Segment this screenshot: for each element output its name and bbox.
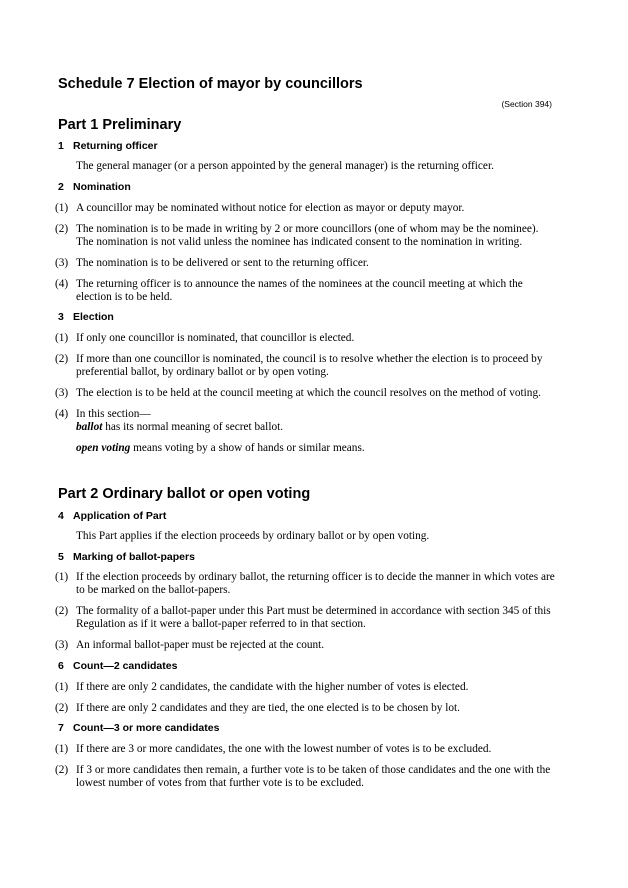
subsection-text: If there are only 2 candidates and they are tied, the one elected is to be chosen by lot. [76, 702, 460, 714]
section-1-text: The general manager (or a person appointed by the general manager) is the returning officer. [76, 160, 494, 172]
section-heading-text: Election [73, 311, 114, 323]
subsection-text: If there are only 2 candidates, the candidate with the higher number of votes is elected. [76, 681, 469, 693]
subsection-text: If the election proceeds by ordinary ballot, the returning officer is to decide the manner in which votes are to be marked on the ballot-papers. [76, 571, 555, 596]
subsection-number: (1) [55, 681, 69, 693]
part-2-title: Part 2 Ordinary ballot or open voting [58, 486, 311, 502]
section-number: 1 [58, 140, 64, 152]
subsection-text: The election is to be held at the council meeting at which the council resolves on the method of voting. [76, 387, 541, 399]
section-heading-text: Marking of ballot-papers [73, 551, 195, 563]
section-4-text: This Part applies if the election proceeds by ordinary ballot or by open voting. [76, 530, 430, 542]
section-heading-text: Application of Part [73, 510, 167, 522]
section-reference: (Section 394) [501, 99, 552, 109]
subsection [55, 332, 557, 345]
subsection [55, 387, 557, 400]
subsection-number: (2) [55, 223, 69, 235]
subsection [55, 353, 557, 379]
subsection-number: (1) [55, 202, 69, 214]
defined-term: ballot [76, 421, 103, 433]
subsection [55, 639, 557, 652]
section-number: 4 [58, 510, 64, 522]
subsection-text: The nomination is to be delivered or sent to the returning officer. [76, 257, 369, 269]
subsection-text: The returning officer is to announce the names of the nominees at the council meeting at which the election is to be held. [76, 278, 523, 303]
section-7-heading [58, 722, 219, 734]
subsection-number: (1) [55, 743, 69, 755]
subsection-text: The nomination is to be made in writing by 2 or more councillors (one of whom may be the nominee). The nomination is not valid unless the nominee has indicated consent to the nomination in writing. [76, 223, 539, 248]
subsection-text: If more than one councillor is nominated, the council is to resolve whether the election is to proceed by preferential ballot, by ordinary ballot or by open voting. [76, 353, 543, 378]
subsection-number: (4) [55, 408, 69, 420]
subsection-number: (1) [55, 571, 69, 583]
subsection-number: (4) [55, 278, 69, 290]
definition-text: means voting by a show of hands or similar means. [130, 442, 365, 454]
subsection [55, 605, 557, 631]
section-heading-text: Count—3 or more candidates [73, 722, 220, 734]
subsection-number: (3) [55, 387, 69, 399]
subsection-number: (2) [55, 353, 69, 365]
section-6-heading [58, 660, 177, 672]
subsection-text: In this section— [76, 408, 151, 420]
definition-open-voting [76, 442, 556, 455]
subsection-text: A councillor may be nominated without notice for election as mayor or deputy mayor. [76, 202, 465, 214]
section-heading-text: Returning officer [73, 140, 158, 152]
section-5-heading [58, 551, 195, 563]
subsection-text: If 3 or more candidates then remain, a further vote is to be taken of those candidates and the one with the lowest number of votes from that further vote is to be excluded. [76, 764, 551, 789]
section-2-heading [58, 181, 131, 193]
subsection-text: If there are 3 or more candidates, the one with the lowest number of votes is to be excluded. [76, 743, 492, 755]
subsection-number: (1) [55, 332, 69, 344]
schedule-title: Schedule 7 Election of mayor by councillors [58, 76, 363, 92]
section-number: 6 [58, 660, 64, 672]
subsection [55, 764, 557, 790]
subsection [55, 571, 557, 597]
section-heading-text: Count—2 candidates [73, 660, 178, 672]
subsection-number: (2) [55, 764, 69, 776]
definition-ballot [76, 421, 556, 434]
section-number: 3 [58, 311, 64, 323]
subsection [55, 223, 557, 249]
subsection-number: (3) [55, 639, 69, 651]
subsection [55, 202, 557, 215]
subsection-number: (3) [55, 257, 69, 269]
subsection [55, 702, 557, 715]
subsection [55, 408, 557, 421]
subsection [55, 257, 557, 270]
definition-text: has its normal meaning of secret ballot. [102, 421, 284, 433]
section-heading-text: Nomination [73, 181, 131, 193]
subsection [55, 681, 557, 694]
subsection-number: (2) [55, 605, 69, 617]
subsection-text: The formality of a ballot-paper under this Part must be determined in accordance with section 345 of this Regulation as if it were a ballot-paper referred to in that section. [76, 605, 551, 630]
section-number: 2 [58, 181, 64, 193]
subsection-number: (2) [55, 702, 69, 714]
section-number: 5 [58, 551, 64, 563]
subsection-text: An informal ballot-paper must be rejected at the count. [76, 639, 325, 651]
section-4-heading [58, 510, 166, 522]
subsection [55, 278, 557, 304]
section-number: 7 [58, 722, 64, 734]
subsection-text: If only one councillor is nominated, that councillor is elected. [76, 332, 355, 344]
section-3-heading [58, 311, 114, 323]
part-1-title: Part 1 Preliminary [58, 117, 182, 133]
section-1-heading [58, 140, 158, 152]
defined-term: open voting [76, 442, 131, 454]
subsection [55, 743, 557, 756]
